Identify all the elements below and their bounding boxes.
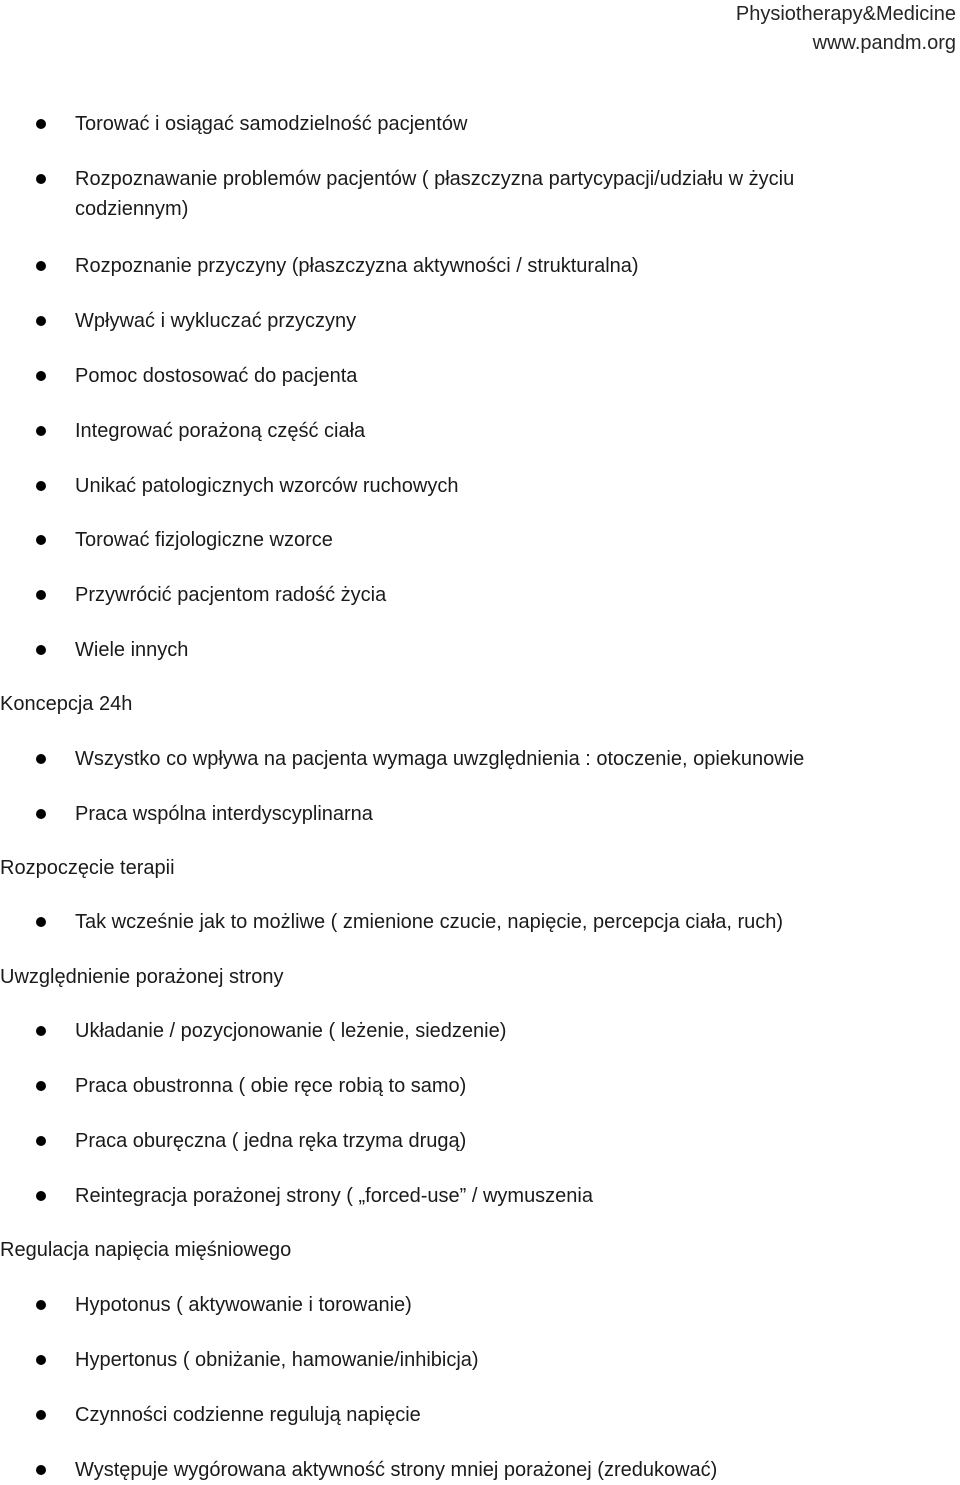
bullet-icon — [36, 261, 46, 271]
list-item-text: Wpływać i wykluczać przyczyny — [75, 310, 357, 332]
list-item-text: Wiele innych — [75, 639, 189, 661]
bullet-icon — [36, 754, 46, 764]
list-item-text: Torować fizjologiczne wzorce — [75, 529, 333, 551]
list-item-text: Przywrócić pacjentom radość życia — [75, 584, 387, 606]
list-item-text: Rozpoznawanie problemów pacjentów ( płaszczyzna partycypacji/udziału w życiu codziennym) — [75, 168, 795, 220]
bullet-icon — [36, 174, 46, 184]
list-item-text: Hypotonus ( aktywowanie i torowanie) — [75, 1294, 412, 1316]
bullet-icon — [36, 1410, 46, 1420]
section-heading: Rozpoczęcie terapii — [0, 857, 175, 879]
list-item-text: Rozpoznanie przyczyny (płaszczyzna aktywności / strukturalna) — [75, 255, 639, 277]
list-item-text: Praca obustronna ( obie ręce robią to samo) — [75, 1075, 467, 1097]
list-item-text: Czynności codzienne regulują napięcie — [75, 1404, 421, 1426]
bullet-icon — [36, 1191, 46, 1201]
bullet-icon — [36, 1465, 46, 1475]
section-heading: Koncepcja 24h — [0, 693, 133, 715]
bullet-icon — [36, 917, 46, 927]
bullet-icon — [36, 481, 46, 491]
header-url: www.pandm.org — [812, 32, 956, 54]
section-heading: Regulacja napięcia mięśniowego — [0, 1239, 292, 1261]
bullet-icon — [36, 1300, 46, 1310]
list-item-text: Pomoc dostosować do pacjenta — [75, 365, 358, 387]
list-item-text: Układanie / pozycjonowanie ( leżenie, siedzenie) — [75, 1020, 507, 1042]
bullet-icon — [36, 590, 46, 600]
list-item-text: Występuje wygórowana aktywność strony mniej porażonej (zredukować) — [75, 1459, 718, 1481]
list-item-text: Reintegracja porażonej strony ( „forced-use” / wymuszenia — [75, 1185, 593, 1207]
bullet-icon — [36, 1355, 46, 1365]
list-item-text: Unikać patologicznych wzorców ruchowych — [75, 475, 459, 497]
list-item-text: Hypertonus ( obniżanie, hamowanie/inhibicja) — [75, 1349, 479, 1371]
bullet-icon — [36, 371, 46, 381]
page-header — [736, 0, 956, 58]
list-item-text: Praca oburęczna ( jedna ręka trzyma drugą) — [75, 1130, 467, 1152]
bullet-icon — [36, 1136, 46, 1146]
bullet-icon — [36, 1026, 46, 1036]
list-item-text: Torować i osiągać samodzielność pacjentów — [75, 113, 468, 135]
list-item-text: Praca wspólna interdyscyplinarna — [75, 803, 373, 825]
list-item-text: Tak wcześnie jak to możliwe ( zmienione czucie, napięcie, percepcja ciała, ruch) — [75, 911, 784, 933]
list-item-text: Wszystko co wpływa na pacjenta wymaga uwzględnienia : otoczenie, opiekunowie — [75, 748, 805, 770]
bullet-icon — [36, 1081, 46, 1091]
bullet-icon — [36, 645, 46, 655]
bullet-icon — [36, 535, 46, 545]
section-heading: Uwzględnienie porażonej strony — [0, 966, 284, 988]
bullet-icon — [36, 426, 46, 436]
header-title: Physiotherapy&Medicine — [735, 3, 956, 25]
bullet-icon — [36, 119, 46, 129]
bullet-icon — [36, 809, 46, 819]
bullet-icon — [36, 316, 46, 326]
list-item-text: Integrować porażoną część ciała — [75, 420, 366, 442]
